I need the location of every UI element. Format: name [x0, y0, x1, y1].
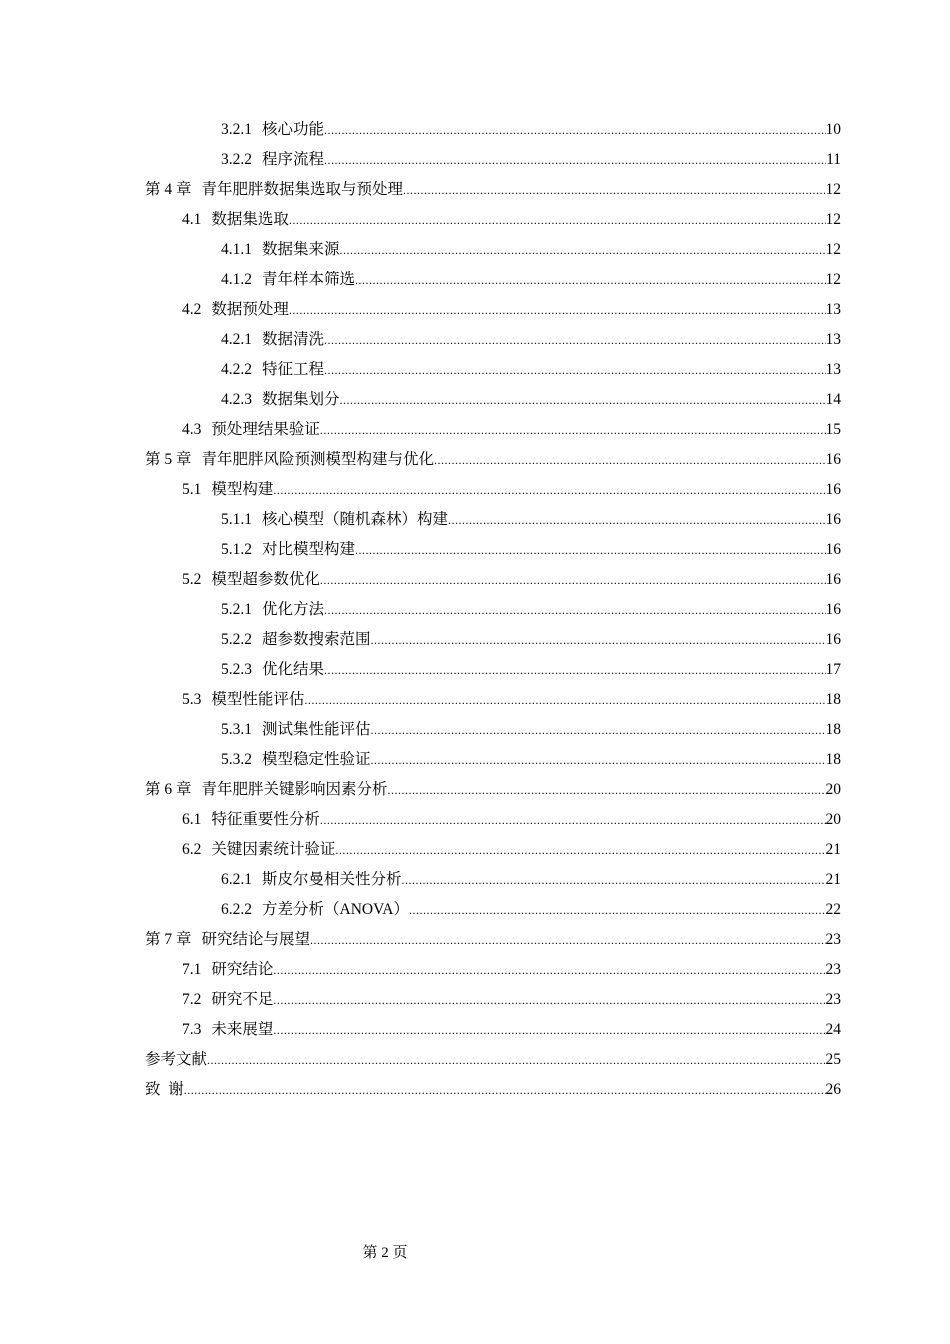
- toc-entry-title: [221, 505, 448, 535]
- toc-entry-number: 6.2.1: [221, 871, 252, 888]
- toc-entry-number: 3.2.2: [221, 151, 252, 168]
- toc-leader-dots: [273, 1013, 825, 1043]
- toc-entry[interactable]: [145, 503, 841, 533]
- toc-entry[interactable]: [145, 443, 841, 473]
- toc-leader-dots: [409, 893, 826, 923]
- toc-entry-page: 16: [825, 481, 841, 498]
- toc-entry-title: [221, 595, 324, 625]
- toc-entry-number: 4.2.2: [221, 361, 252, 378]
- toc-entry[interactable]: [145, 383, 841, 413]
- toc-entry-page: 16: [825, 631, 841, 648]
- toc-entry-number: 6.2.2: [221, 901, 252, 918]
- toc-entry-page: 25: [825, 1051, 841, 1068]
- toc-entry-text: 未来展望: [211, 1021, 274, 1038]
- toc-leader-dots: [273, 983, 825, 1013]
- toc-entry[interactable]: [145, 1073, 841, 1103]
- toc-leader-dots: [320, 803, 826, 833]
- toc-entry-page: 16: [825, 451, 841, 468]
- toc-entry-text: 青年肥胖风险预测模型构建与优化: [201, 451, 435, 468]
- toc-entry-title: [145, 1045, 207, 1075]
- toc-entry-text: 方差分析（ANOVA）: [262, 901, 409, 918]
- toc-entry-number: 6.1: [182, 811, 202, 828]
- toc-entry-title: [182, 685, 304, 715]
- toc-entry-title: [221, 145, 324, 175]
- toc-entry-number: 第 7 章: [145, 931, 192, 948]
- toc-leader-dots: [289, 293, 826, 323]
- toc-entry-number: 5.2.1: [221, 601, 252, 618]
- toc-entry-text: 数据集选取: [211, 211, 289, 228]
- toc-entry-number: 4.2.1: [221, 331, 252, 348]
- toc-entry-title: [182, 475, 273, 505]
- toc-entry-text: 核心模型（随机森林）构建: [262, 511, 449, 528]
- toc-entry[interactable]: [145, 773, 841, 803]
- toc-entry-page: 23: [825, 991, 841, 1008]
- toc-entry[interactable]: [145, 593, 841, 623]
- toc-entry-title: [145, 775, 388, 805]
- toc-entry[interactable]: [145, 173, 841, 203]
- toc-entry-text: 模型超参数优化: [211, 571, 320, 588]
- toc-entry-text: 核心功能: [262, 121, 325, 138]
- toc-entry-title: [221, 745, 371, 775]
- toc-entry-title: [182, 295, 289, 325]
- toc-entry[interactable]: [145, 623, 841, 653]
- toc-leader-dots: [403, 173, 825, 203]
- toc-entry-title: [221, 535, 355, 565]
- toc-entry[interactable]: [145, 833, 841, 863]
- toc-entry-title: [221, 715, 371, 745]
- toc-entry-text: 测试集性能评估: [262, 721, 371, 738]
- toc-entry-page: 10: [825, 121, 841, 138]
- toc-entry-page: 11: [826, 151, 841, 168]
- toc-entry-title: [182, 985, 273, 1015]
- toc-entry-text: 数据清洗: [262, 331, 325, 348]
- toc-entry-title: [182, 205, 289, 235]
- toc-entry-title: [221, 625, 371, 655]
- toc-entry-page: 24: [825, 1021, 841, 1038]
- toc-entry-page: 20: [825, 781, 841, 798]
- toc-entry-number: 5.1: [182, 481, 202, 498]
- toc-entry-number: 5.3: [182, 691, 202, 708]
- toc-entry-page: 23: [825, 931, 841, 948]
- toc-entry-text: 参考文献: [145, 1051, 208, 1068]
- toc-entry-page: 12: [825, 241, 841, 258]
- toc-leader-dots: [434, 443, 825, 473]
- toc-entry-number: 5.2.2: [221, 631, 252, 648]
- toc-entry-number: 7.2: [182, 991, 202, 1008]
- toc-entry-title: [182, 805, 320, 835]
- toc-entry-number: 7.3: [182, 1021, 202, 1038]
- toc-entry-page: 20: [825, 811, 841, 828]
- toc-entry[interactable]: [145, 113, 841, 143]
- toc-leader-dots: [448, 503, 825, 533]
- toc-entry[interactable]: [145, 713, 841, 743]
- toc-entry[interactable]: [145, 233, 841, 263]
- toc-entry-number: 3.2.1: [221, 121, 252, 138]
- toc-entry-page: 17: [825, 661, 841, 678]
- toc-entry-number: 第 5 章: [145, 451, 192, 468]
- toc-entry-page: 18: [825, 691, 841, 708]
- toc-leader-dots: [289, 203, 826, 233]
- toc-entry-title: [182, 955, 273, 985]
- toc-leader-dots: [402, 863, 826, 893]
- toc-entry-text: 特征工程: [262, 361, 325, 378]
- toc-entry-page: 21: [825, 871, 841, 888]
- toc-entry[interactable]: [145, 533, 841, 563]
- toc-entry-title: [221, 115, 324, 145]
- toc-entry-page: 16: [825, 571, 841, 588]
- toc-leader-dots: [388, 773, 826, 803]
- toc-entry-title: [221, 865, 402, 895]
- toc-entry-title: [182, 565, 320, 595]
- toc-entry[interactable]: [145, 323, 841, 353]
- toc-leader-dots: [324, 113, 825, 143]
- toc-leader-dots: [310, 923, 825, 953]
- toc-entry-page: 16: [825, 601, 841, 618]
- toc-entry-text: 致 谢: [145, 1081, 184, 1098]
- toc-entry-title: [221, 265, 355, 295]
- toc-entry-text: 优化方法: [262, 601, 325, 618]
- toc-entry-title: [221, 895, 409, 925]
- toc-entry-text: 数据预处理: [211, 301, 289, 318]
- toc-leader-dots: [273, 953, 825, 983]
- toc-leader-dots: [340, 233, 826, 263]
- toc-entry-text: 研究结论与展望: [201, 931, 311, 948]
- toc-entry-title: [221, 385, 340, 415]
- toc-entry-number: 4.2.3: [221, 391, 252, 408]
- toc-entry-title: [145, 1075, 184, 1105]
- toc-entry[interactable]: [145, 953, 841, 983]
- toc-entry-title: [182, 415, 320, 445]
- toc-leader-dots: [340, 383, 826, 413]
- toc-entry-text: 研究结论: [211, 961, 274, 978]
- toc-leader-dots: [324, 353, 825, 383]
- toc-entry-number: 5.3.1: [221, 721, 252, 738]
- toc-entry-number: 7.1: [182, 961, 202, 978]
- toc-entry-number: 5.1.2: [221, 541, 252, 558]
- toc-leader-dots: [320, 563, 826, 593]
- toc-entry-text: 特征重要性分析: [211, 811, 320, 828]
- toc-entry[interactable]: [145, 473, 841, 503]
- toc-leader-dots: [371, 743, 826, 773]
- toc-entry-number: 第 6 章: [145, 781, 192, 798]
- toc-entry[interactable]: [145, 143, 841, 173]
- toc-entry[interactable]: [145, 893, 841, 923]
- toc-entry-text: 青年肥胖关键影响因素分析: [201, 781, 388, 798]
- toc-leader-dots: [371, 623, 826, 653]
- toc-entry-text: 预处理结果验证: [211, 421, 320, 438]
- toc-entry-title: [145, 925, 310, 955]
- toc-entry[interactable]: [145, 743, 841, 773]
- toc-entry-title: [221, 355, 324, 385]
- table-of-contents: [145, 113, 841, 1103]
- toc-entry-page: 13: [825, 361, 841, 378]
- toc-entry-page: 15: [825, 421, 841, 438]
- toc-entry-title: [145, 445, 434, 475]
- toc-entry[interactable]: [145, 683, 841, 713]
- toc-entry-page: 16: [825, 541, 841, 558]
- toc-entry-title: [221, 235, 340, 265]
- toc-entry[interactable]: [145, 353, 841, 383]
- toc-entry-page: 26: [825, 1081, 841, 1098]
- toc-entry-number: 4.1: [182, 211, 202, 228]
- toc-entry-text: 程序流程: [262, 151, 325, 168]
- toc-entry-number: 4.1.1: [221, 241, 252, 258]
- toc-entry[interactable]: [145, 563, 841, 593]
- page-number-label: 第 2 页: [362, 1245, 408, 1261]
- toc-entry-text: 关键因素统计验证: [211, 841, 336, 858]
- toc-entry-text: 模型稳定性验证: [262, 751, 371, 768]
- toc-entry[interactable]: [145, 203, 841, 233]
- toc-entry-number: 4.2: [182, 301, 202, 318]
- toc-entry-number: 5.2.3: [221, 661, 252, 678]
- toc-entry-text: 超参数搜索范围: [262, 631, 371, 648]
- toc-entry[interactable]: [145, 983, 841, 1013]
- toc-leader-dots: [324, 323, 825, 353]
- toc-entry-text: 数据集划分: [262, 391, 340, 408]
- toc-leader-dots: [324, 143, 826, 173]
- toc-leader-dots: [273, 473, 825, 503]
- toc-entry-page: 13: [825, 301, 841, 318]
- toc-entry[interactable]: [145, 413, 841, 443]
- toc-entry-text: 斯皮尔曼相关性分析: [262, 871, 402, 888]
- toc-entry-page: 14: [825, 391, 841, 408]
- toc-entry-page: 18: [825, 751, 841, 768]
- toc-entry-text: 对比模型构建: [262, 541, 356, 558]
- toc-entry[interactable]: [145, 1013, 841, 1043]
- toc-entry-text: 青年肥胖数据集选取与预处理: [201, 181, 404, 198]
- toc-entry-text: 模型性能评估: [211, 691, 305, 708]
- toc-entry-text: 优化结果: [262, 661, 325, 678]
- toc-entry-page: 12: [825, 271, 841, 288]
- toc-entry[interactable]: [145, 653, 841, 683]
- toc-leader-dots: [335, 833, 825, 863]
- toc-leader-dots: [355, 533, 825, 563]
- toc-entry-title: [145, 175, 403, 205]
- toc-entry-page: 21: [825, 841, 841, 858]
- toc-entry-text: 数据集来源: [262, 241, 340, 258]
- toc-entry[interactable]: [145, 263, 841, 293]
- page-footer: [0, 1241, 770, 1265]
- toc-entry-title: [182, 835, 335, 865]
- toc-entry-page: 16: [825, 511, 841, 528]
- toc-entry-number: 第 4 章: [145, 181, 192, 198]
- toc-entry-number: 6.2: [182, 841, 202, 858]
- toc-entry-page: 18: [825, 721, 841, 738]
- toc-entry-text: 研究不足: [211, 991, 274, 1008]
- toc-entry[interactable]: [145, 1043, 841, 1073]
- toc-leader-dots: [207, 1043, 825, 1073]
- toc-entry-page: 23: [825, 961, 841, 978]
- toc-leader-dots: [355, 263, 825, 293]
- toc-leader-dots: [371, 713, 826, 743]
- toc-entry[interactable]: [145, 293, 841, 323]
- toc-entry-title: [182, 1015, 273, 1045]
- toc-entry-page: 13: [825, 331, 841, 348]
- toc-leader-dots: [320, 413, 826, 443]
- toc-entry[interactable]: [145, 863, 841, 893]
- toc-leader-dots: [304, 683, 825, 713]
- toc-entry[interactable]: [145, 923, 841, 953]
- toc-entry-text: 模型构建: [211, 481, 274, 498]
- toc-entry-number: 5.1.1: [221, 511, 252, 528]
- toc-entry-number: 5.2: [182, 571, 202, 588]
- toc-entry-title: [221, 655, 324, 685]
- toc-entry-number: 5.3.2: [221, 751, 252, 768]
- toc-entry-page: 12: [825, 181, 841, 198]
- toc-leader-dots: [324, 593, 825, 623]
- toc-entry-page: 22: [825, 901, 841, 918]
- toc-entry-text: 青年样本筛选: [262, 271, 356, 288]
- toc-entry-title: [221, 325, 324, 355]
- toc-leader-dots: [324, 653, 825, 683]
- toc-entry-number: 4.1.2: [221, 271, 252, 288]
- toc-entry[interactable]: [145, 803, 841, 833]
- toc-leader-dots: [184, 1073, 826, 1103]
- toc-entry-number: 4.3: [182, 421, 202, 438]
- toc-entry-page: 12: [825, 211, 841, 228]
